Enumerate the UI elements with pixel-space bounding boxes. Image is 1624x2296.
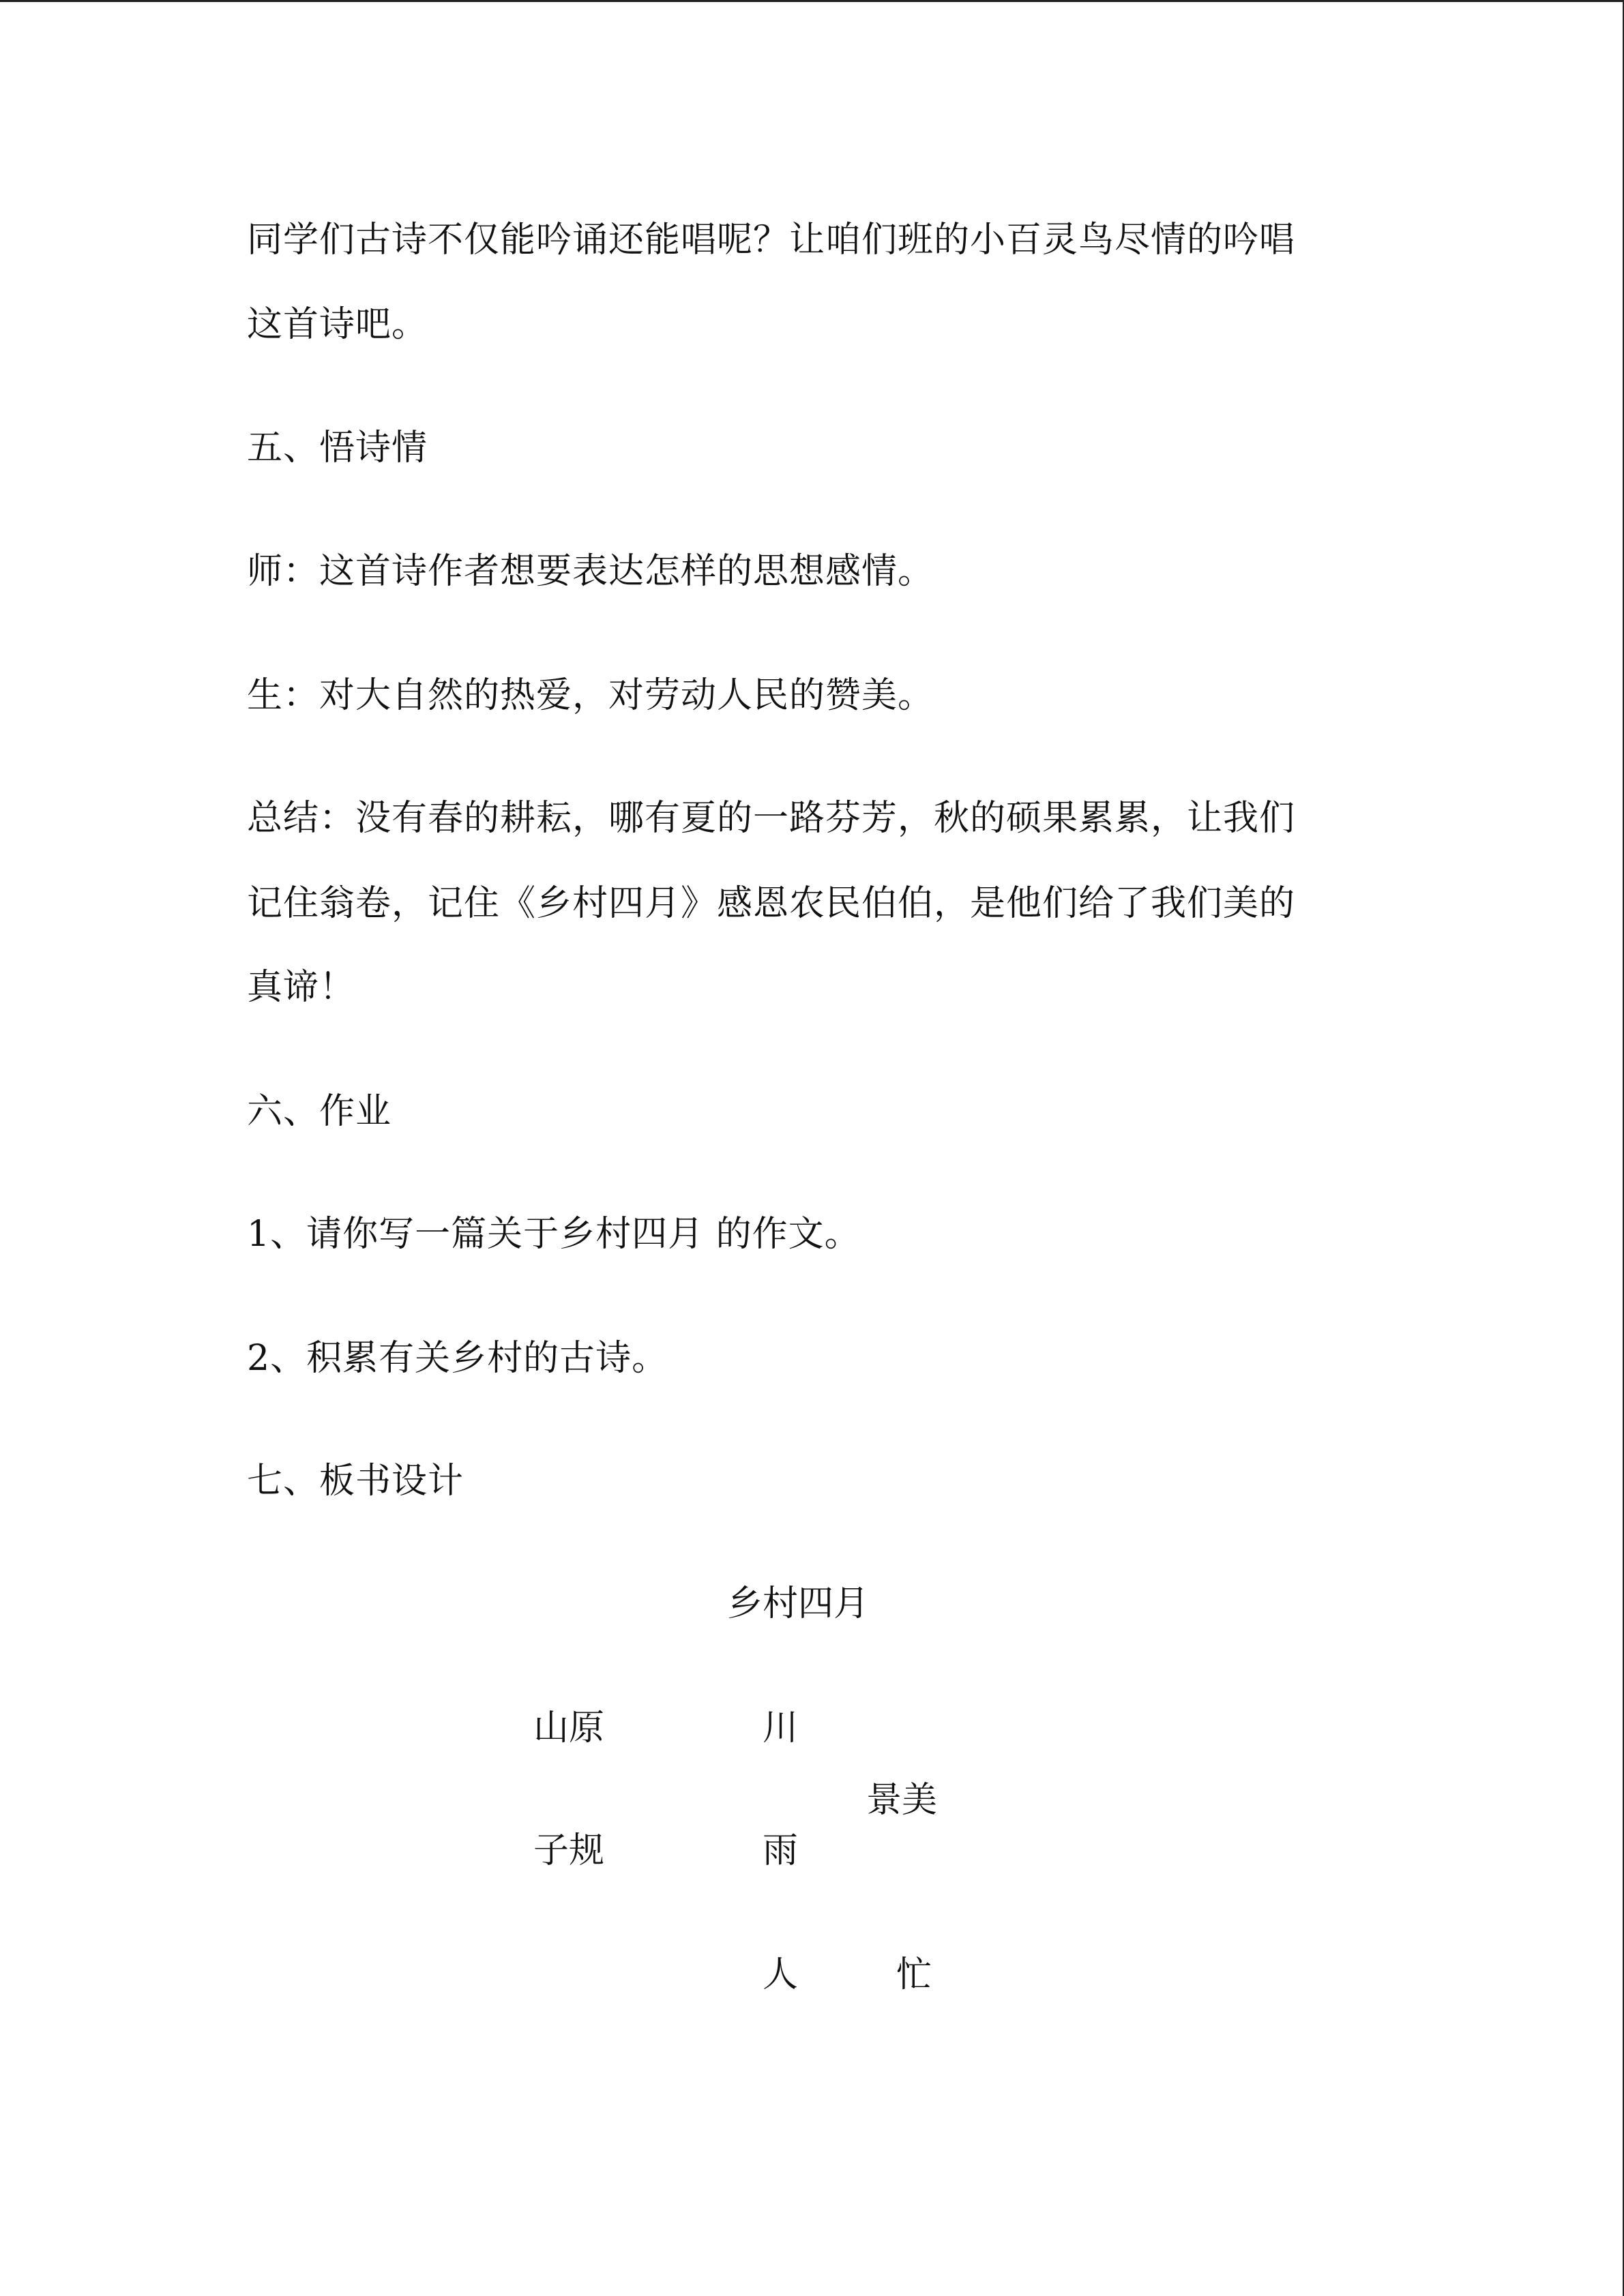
board-word-jingmei: 景美 [866, 1780, 938, 1821]
board-word-yu: 雨 [763, 1830, 799, 1871]
section-heading-5: 五、悟诗情 [247, 428, 428, 468]
board-word-chuan: 川 [763, 1708, 799, 1748]
summary-line-2: 记住翁卷，记住《乡村四月》感恩农民伯伯，是他们给了我们美的 [247, 883, 1296, 924]
homework-item-1: 1、请你写一篇关于乡村四月 的作文。 [247, 1214, 861, 1255]
teacher-line: 师：这首诗作者想要表达怎样的思想感情。 [247, 551, 934, 592]
board-word-mang: 忙 [896, 1954, 932, 1995]
board-word-shanyuan: 山原 [533, 1708, 605, 1748]
summary-line-1: 总结：没有春的耕耘，哪有夏的一路芬芳，秋的硕果累累，让我们 [247, 798, 1296, 839]
paragraph-singing-line-1: 同学们古诗不仅能吟诵还能唱呢？让咱们班的小百灵鸟尽情的吟唱 [247, 220, 1296, 260]
board-title: 乡村四月 [727, 1583, 870, 1624]
summary-line-3: 真谛！ [247, 967, 356, 1008]
paragraph-singing-line-2: 这首诗吧。 [247, 304, 428, 345]
section-heading-7: 七、板书设计 [247, 1461, 464, 1502]
board-word-zigui: 子规 [533, 1830, 605, 1871]
top-border [0, 0, 1624, 2]
student-line: 生：对大自然的热爱，对劳动人民的赞美。 [247, 675, 934, 716]
homework-item-2: 2、积累有关乡村的古诗。 [247, 1338, 668, 1379]
section-heading-6: 六、作业 [247, 1091, 392, 1132]
board-word-ren: 人 [763, 1954, 799, 1995]
